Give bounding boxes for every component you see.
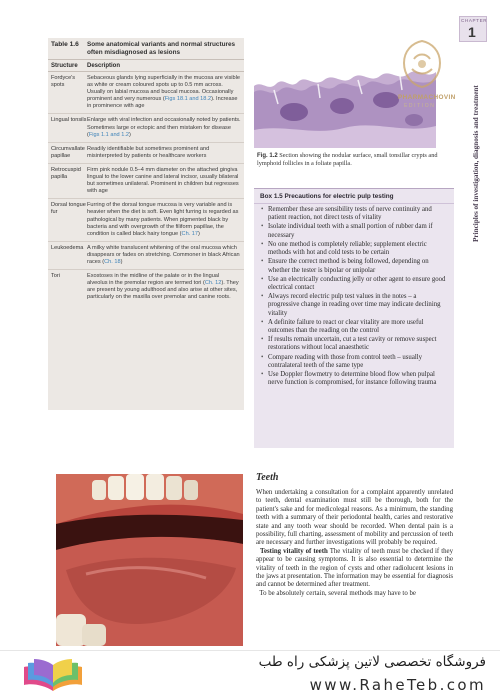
section-heading-teeth: Teeth bbox=[256, 472, 279, 483]
row-description: Furring of the dorsal tongue mucosa is very variable and is heavier when the diet is soft. Even light furring is regarded as pathological by many patients. When pigmented black by bacteria and with overgrowth of the filiform papillae, the condition is called black hairy tongue (Ch. 17) bbox=[87, 202, 239, 237]
chapter-number: 1 bbox=[468, 24, 476, 40]
list-item: • Use an electrically conducting jelly or other agent to ensure good electrical contact bbox=[260, 276, 448, 292]
figure-label: Fig. 1.2 bbox=[257, 153, 278, 159]
list-item: • Remember these are sensibility tests of nerve continuity and patient reaction, not direct tests of vitality bbox=[260, 206, 448, 222]
footer-store-title: فروشگاه تخصصی لاتین پزشکی راه طب bbox=[258, 654, 486, 670]
list-item: • If results remain uncertain, cut a test cavity or remove suspect restorations without local anaesthetic bbox=[260, 336, 448, 352]
box-title: Box 1.5 Precautions for electric pulp testing bbox=[254, 189, 454, 204]
cross-reference-link[interactable]: Ch. 18 bbox=[104, 258, 121, 265]
row-description: Exostoses in the midline of the palate or in the lingual alveolus in the premolar region are termed tori (Ch. 12). They are present by young adulthood and also arise at other sites, particularly on the maxilla over premolar and canine roots. bbox=[87, 273, 239, 301]
row-description: Readily identifiable but sometimes prominent and misinterpreted by patients or healthcare workers bbox=[87, 145, 210, 159]
row-description: Sebaceous glands lying superficially in the mucosa are visible as white or cream coloured spots up to 0.5 mm across. Usually on labial mucosa and buccal mucosa. Occasionally prominent and very numerous (Figs 18.1 and 18.2). Increase in prominence with age bbox=[87, 75, 240, 110]
list-item: • Isolate individual teeth with a small portion of rubber dam if necessary bbox=[260, 223, 448, 239]
watermark-subtitle: EDITION bbox=[404, 103, 436, 109]
column-header-description: Description bbox=[87, 63, 121, 69]
table-caption: Some anatomical variants and normal structures often misdiagnosed as lesions bbox=[87, 41, 236, 56]
row-structure: Lingual tonsils bbox=[51, 117, 87, 124]
row-description: Firm pink nodule 0.5–4 mm diameter on the attached gingiva lingual to the lower canine and lateral incisor, usually bilateral but sometimes unilateral. Prominent in children but regresses with age bbox=[87, 166, 239, 195]
chapter-label: CHAPTER bbox=[461, 18, 488, 23]
list-item: • Use Doppler flowmetry to determine blood flow when pulpal nerve function is compromised, for instance following trauma bbox=[260, 371, 448, 387]
list-item: • Compare reading with those from control teeth – usually contralateral teeth of the same type bbox=[260, 354, 448, 370]
row-structure: Fordyce's spots bbox=[51, 75, 76, 89]
table-header bbox=[48, 38, 244, 60]
cross-reference-link[interactable]: Figs 18.1 and 18.2 bbox=[164, 96, 212, 103]
row-structure: Dorsal tongue fur bbox=[51, 202, 86, 216]
table-anatomical-variants bbox=[48, 38, 244, 410]
running-head-text: Principles of investigation, diagnosis and treatment bbox=[472, 85, 480, 242]
table-row bbox=[48, 242, 244, 270]
watermark-name: PHARMACHOVIN bbox=[398, 94, 456, 101]
table-number: Table 1.6 bbox=[51, 41, 79, 48]
table-body bbox=[48, 72, 244, 304]
table-column-headers bbox=[48, 60, 244, 72]
teeth-body-text bbox=[256, 489, 453, 598]
books-logo-icon bbox=[22, 657, 84, 695]
paragraph: When undertaking a consultation for a complaint apparently unrelated to teeth, dental examination must still be thorough, both for the patient's sake and for medicolegal reasons. As a minimum, the standing teeth with a summary of their periodontal health, caries and restorative state and any tooth wear should be recorded. When dental pain is a possibility, full charting, assessment of mobility and percussion of teeth are necessary and further investigations will probably be required. bbox=[256, 489, 453, 547]
row-structure: Tori bbox=[51, 273, 61, 280]
paragraph: Testing vitality of teeth The vitality of teeth must be checked if they appear to be causing symptoms. It is also essential to determine the vitality of teeth in the region of cysts and other radiolucent lesions in the jaws at presentation. The information may be essential for diagnosis and cannot be determined after treatment. bbox=[256, 547, 453, 589]
table-row bbox=[48, 114, 244, 142]
cross-reference-link[interactable]: Ch. 12 bbox=[204, 280, 222, 287]
table-row bbox=[48, 164, 244, 199]
table-row bbox=[48, 143, 244, 164]
box-list bbox=[254, 204, 454, 388]
row-description: A milky white translucent whitening of the oral mucosa which disappears or fades on stretching. Commoner in black African races (Ch. 18) bbox=[87, 244, 240, 265]
cross-reference-link[interactable]: Figs 1.1 and 1.2 bbox=[88, 131, 129, 138]
list-item: • A definite failure to react or clear vitality are more useful outcomes than the reading on the control bbox=[260, 319, 448, 335]
row-description: Enlarge with viral infection and occasionally noted by patients. Sometimes large or ectopic and then mistaken for disease (Figs 1.1 and 1.2) bbox=[87, 117, 241, 138]
running-head bbox=[468, 46, 484, 246]
row-structure: Circumvallate papillae bbox=[51, 145, 85, 159]
subheading-testing-vitality: Testing vitality of teeth bbox=[260, 547, 328, 555]
paragraph: To be absolutely certain, several methods may have to be bbox=[259, 589, 416, 597]
footer-website-link[interactable]: www.RaheTeb.com bbox=[309, 676, 486, 694]
row-structure: Leukoedema bbox=[51, 244, 84, 251]
row-structure: Retrocuspid papilla bbox=[51, 166, 81, 181]
watermark-logo-icon bbox=[392, 35, 452, 93]
table-row bbox=[48, 72, 244, 114]
list-item: • No one method is completely reliable; supplement electric methods with hot and cold tests to be certain bbox=[260, 241, 448, 257]
figure-caption-text: Section showing the nodular surface, small tonsillar crypts and lymphoid follicles in a foliate papilla. bbox=[257, 152, 438, 167]
table-row bbox=[48, 270, 244, 304]
table-row bbox=[48, 199, 244, 241]
cross-reference-link[interactable]: Ch. 17 bbox=[181, 230, 199, 237]
figure-caption bbox=[257, 152, 439, 168]
clinical-photo-mouth bbox=[56, 474, 243, 646]
box-precautions-electric-pulp-testing bbox=[254, 188, 454, 448]
list-item: • Always record electric pulp test values in the notes – a progressive change in reading over time may indicate declining vitality bbox=[260, 293, 448, 317]
column-header-structure: Structure bbox=[51, 63, 78, 69]
list-item: • Ensure the correct method is being followed, depending on whether the tester is bipolar or unipolar bbox=[260, 258, 448, 274]
